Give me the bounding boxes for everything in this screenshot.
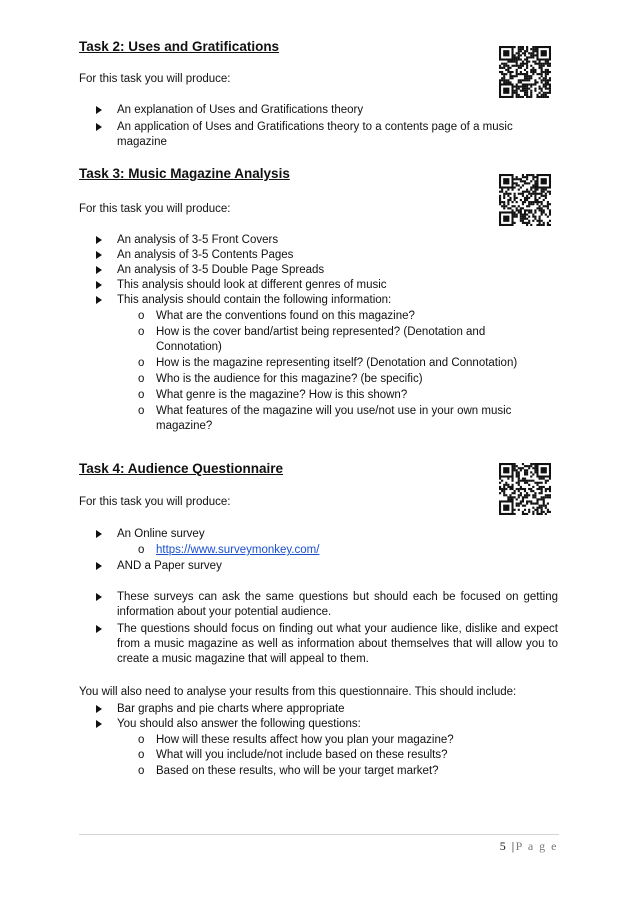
sub-list-item: o Who is the audience for this magazine? (be specific) (138, 373, 423, 385)
list-item: This analysis should look at different genres of music (96, 278, 558, 293)
task-3-intro: For this task you will produce: (79, 203, 231, 215)
list-item: These surveys can ask the same questions but should each be focused on getting information about your potential audience. (96, 590, 558, 620)
list-item: The questions should focus on finding out what your audience like, dislike and expect from a music magazine as well as information about themselves that will allow you to create a music magazine that will appeal to them. (96, 622, 558, 667)
bullet-arrow-icon (96, 236, 102, 244)
sub-list-item: o How will these results affect how you plan your magazine? (138, 734, 454, 746)
qr-code-icon (499, 174, 551, 226)
bullet-arrow-icon (96, 593, 102, 601)
task-2-intro: For this task you will produce: (79, 73, 231, 85)
sub-list-item: o How is the magazine representing itself? (Denotation and Connotation) (138, 357, 518, 369)
bullet-arrow-icon (96, 266, 102, 274)
sub-list-item: o What are the conventions found on this magazine? (138, 310, 415, 322)
page-number: 5 (499, 839, 508, 853)
list-item: AND a Paper survey (96, 559, 558, 574)
task-2-heading: Task 2: Uses and Gratifications (79, 39, 280, 54)
qr-code-icon (499, 46, 551, 98)
bullet-arrow-icon (96, 705, 102, 713)
bullet-arrow-icon (96, 625, 102, 633)
task-3-heading: Task 3: Music Magazine Analysis (79, 166, 290, 181)
surveymonkey-link[interactable]: https://www.surveymonkey.com/ (156, 544, 320, 556)
bullet-arrow-icon (96, 106, 102, 114)
task-4-heading: Task 4: Audience Questionnaire (79, 461, 284, 476)
bullet-arrow-icon (96, 530, 102, 538)
list-item: An application of Uses and Gratifications theory to a contents page of a music magazine (96, 120, 558, 150)
bullet-arrow-icon (96, 123, 102, 131)
footer-separator: | (511, 839, 516, 853)
list-item: An analysis of 3-5 Front Covers (96, 233, 558, 248)
bullet-arrow-icon (96, 281, 102, 289)
bullet-arrow-icon (96, 296, 102, 304)
list-item: An analysis of 3-5 Double Page Spreads (96, 263, 558, 278)
footer-divider (79, 834, 559, 835)
bullet-arrow-icon (96, 251, 102, 259)
bullet-arrow-icon (96, 720, 102, 728)
list-item: You should also answer the following questions: (96, 717, 558, 732)
page-label: P a g e (515, 839, 558, 853)
list-item: An Online survey (96, 527, 558, 542)
qr-code-icon (499, 463, 551, 515)
list-item: Bar graphs and pie charts where appropriate (96, 702, 558, 717)
sub-list-item: o https://www.surveymonkey.com/ (138, 544, 320, 556)
bullet-arrow-icon (96, 562, 102, 570)
analyse-intro: You will also need to analyse your results from this questionnaire. This should include: (79, 686, 517, 698)
list-item: This analysis should contain the following information: (96, 293, 558, 308)
sub-list-item: o What features of the magazine will you use/not use in your own music magazine? (138, 405, 512, 432)
sub-list-item: o How is the cover band/artist being represented? (Denotation and Connotation) (138, 326, 486, 353)
sub-list-item: o What will you include/not include based on these results? (138, 749, 448, 761)
sub-list-item: o What genre is the magazine? How is this shown? (138, 389, 408, 401)
page-footer (500, 839, 558, 854)
list-item: An explanation of Uses and Gratifications theory (96, 103, 558, 118)
sub-list-item: o Based on these results, who will be your target market? (138, 765, 439, 777)
task-4-intro: For this task you will produce: (79, 496, 231, 508)
list-item: An analysis of 3-5 Contents Pages (96, 248, 558, 263)
